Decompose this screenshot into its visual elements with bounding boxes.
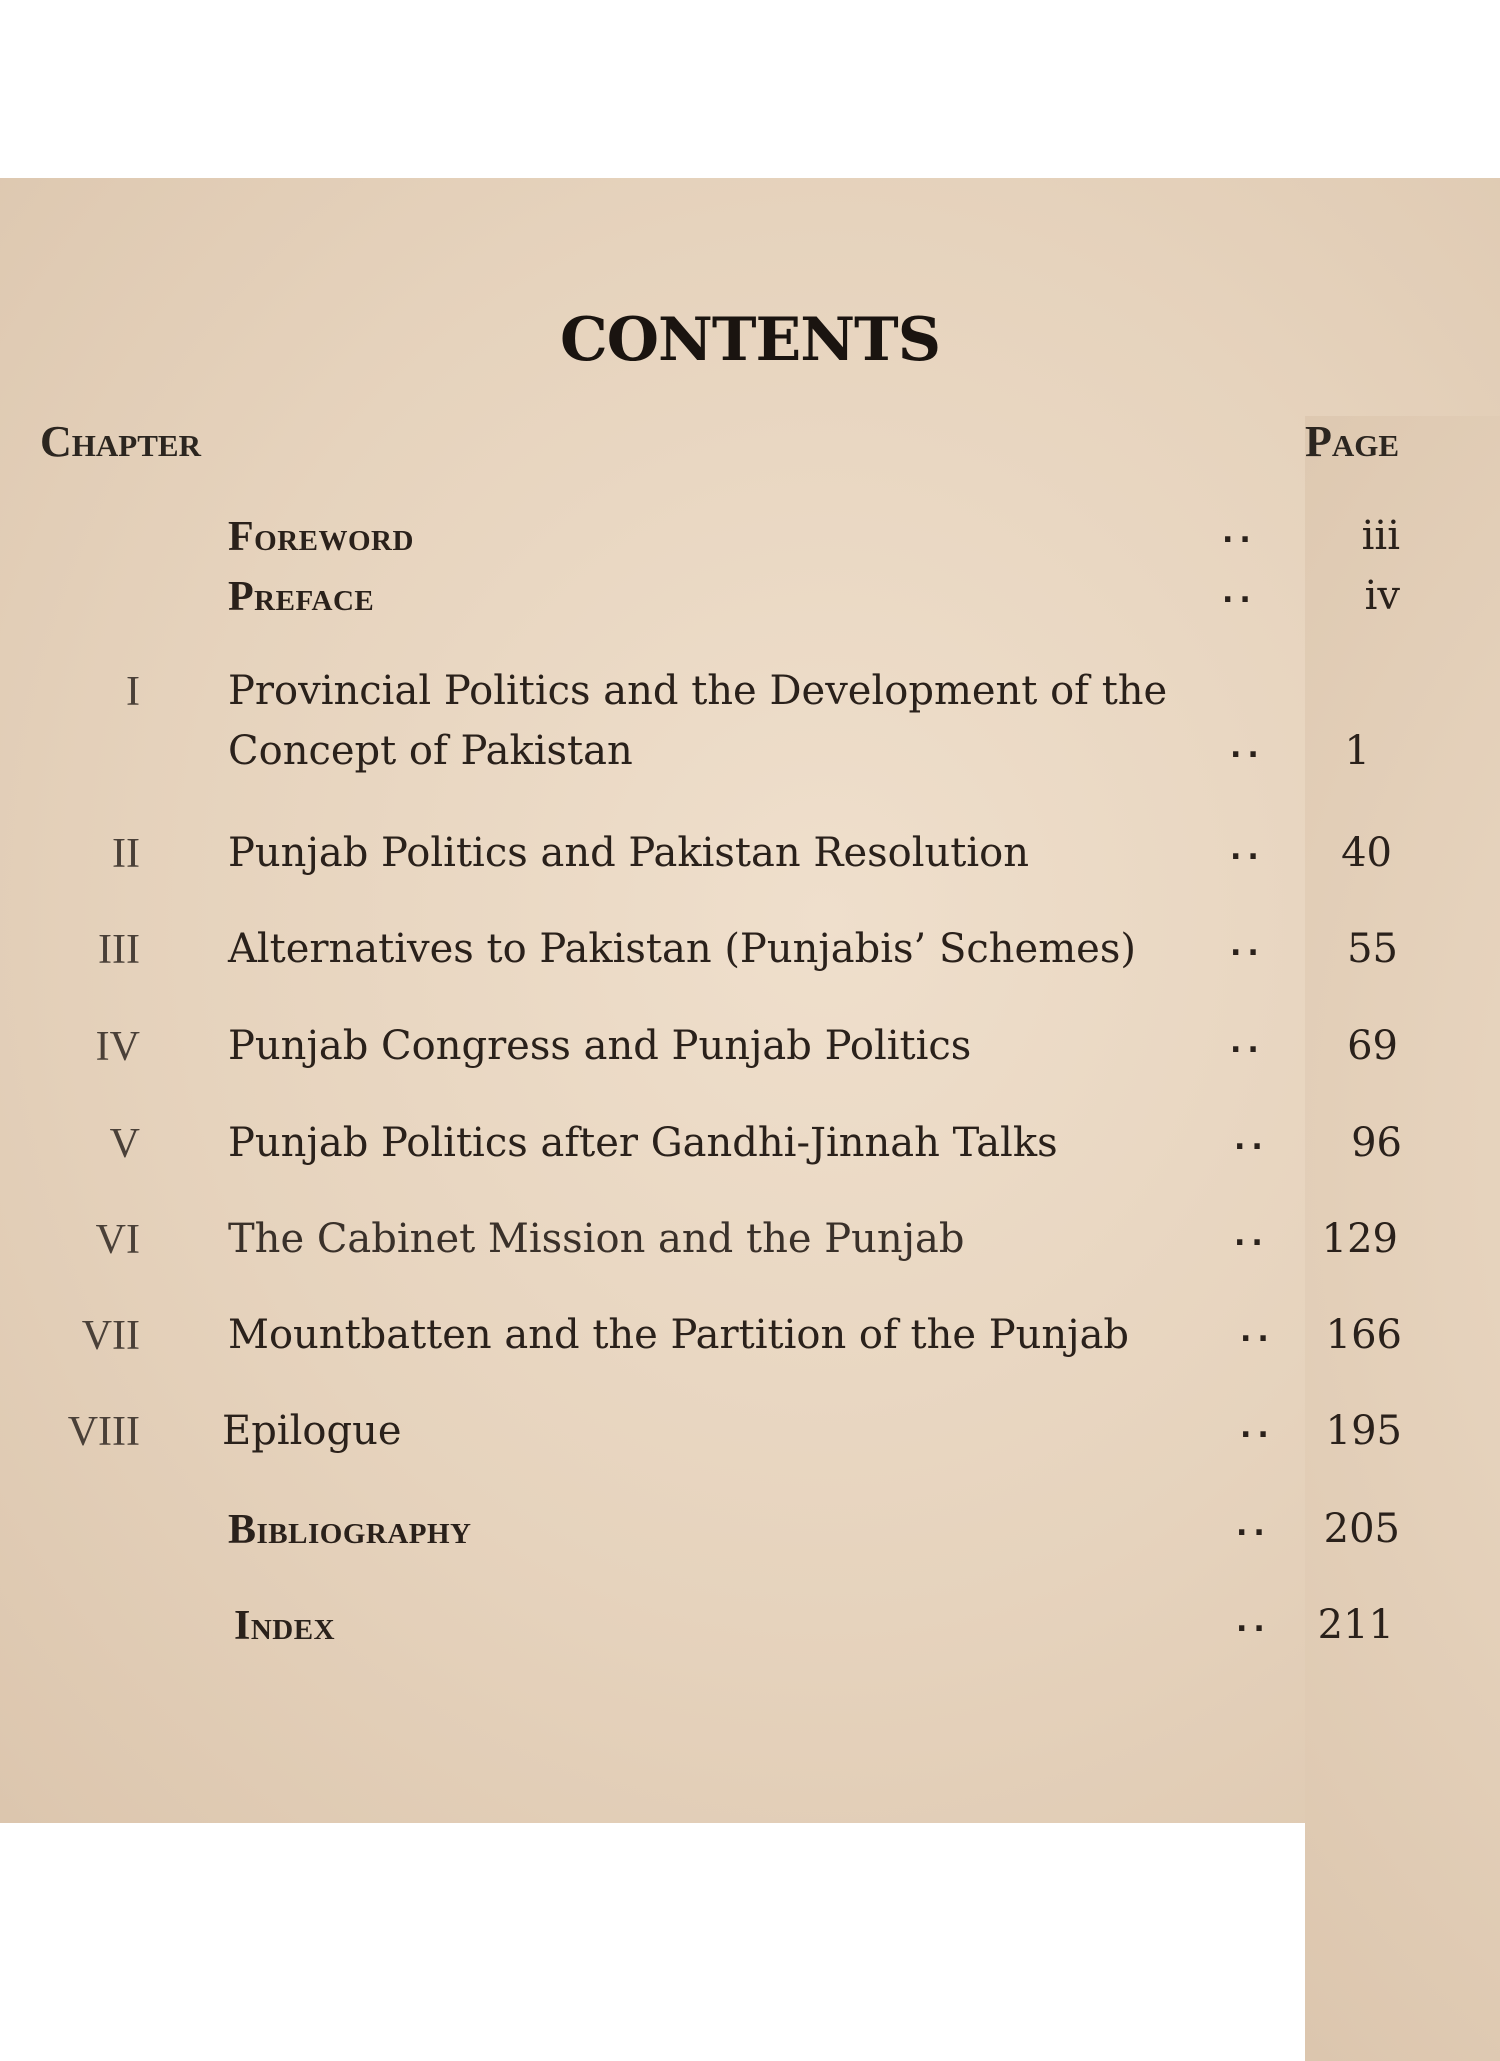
toc-entry-preface	[0, 573, 1500, 633]
chapter-number: V	[109, 1121, 140, 1167]
toc-leader-dots: ..	[1234, 1218, 1269, 1253]
toc-entry-title-line-1: Provincial Politics and the Development of the	[228, 668, 1168, 714]
toc-entry-page: 40	[1341, 830, 1392, 876]
toc-entry-chapter-6	[0, 1216, 1500, 1276]
toc-entry-page: 69	[1347, 1023, 1398, 1069]
toc-entry-chapter-2	[0, 830, 1500, 890]
chapter-number: VIII	[67, 1409, 140, 1455]
toc-entry-title: Index	[234, 1603, 336, 1649]
chapter-number: VI	[95, 1217, 140, 1263]
page-column-header: Page	[1305, 416, 1500, 2061]
toc-entry-page: 166	[1325, 1312, 1402, 1358]
toc-leader-dots: ..	[1236, 1508, 1271, 1543]
toc-entry-page: 211	[1317, 1602, 1394, 1648]
toc-leader-dots: ..	[1230, 832, 1265, 867]
toc-entry-page: 55	[1347, 926, 1398, 972]
toc-leader-dots: ..	[1236, 1604, 1271, 1639]
toc-entry-title: Alternatives to Pakistan (Punjabis’ Schemes)	[228, 926, 1136, 972]
toc-entry-bibliography	[0, 1506, 1500, 1566]
toc-entry-title: Preface	[228, 574, 375, 620]
toc-entry-title: The Cabinet Mission and the Punjab	[228, 1216, 965, 1262]
toc-entry-title: Punjab Politics after Gandhi-Jinnah Talks	[228, 1120, 1058, 1166]
toc-leader-dots: ..	[1234, 1122, 1269, 1157]
toc-entry-index	[0, 1602, 1500, 1662]
toc-entry-page: iii	[1361, 513, 1400, 559]
toc-entry-chapter-1	[0, 668, 1500, 798]
toc-entry-page: 96	[1351, 1120, 1402, 1166]
page-title: CONTENTS	[559, 305, 941, 375]
toc-leader-dots: ..	[1230, 928, 1265, 963]
chapter-number: III	[98, 927, 140, 973]
toc-entry-chapter-4	[0, 1023, 1500, 1083]
toc-entry-chapter-7	[0, 1312, 1500, 1372]
toc-entry-page: 1	[1344, 728, 1370, 774]
toc-entry-page: 129	[1321, 1216, 1398, 1262]
toc-leader-dots: ..	[1222, 515, 1257, 550]
chapter-number: VII	[81, 1313, 140, 1359]
toc-leader-dots: ..	[1240, 1410, 1275, 1445]
toc-leader-dots: ..	[1240, 1314, 1275, 1349]
chapter-column-header: Chapter	[40, 417, 201, 466]
toc-entry-title: Bibliography	[228, 1507, 472, 1553]
toc-entry-title: Punjab Politics and Pakistan Resolution	[228, 830, 1029, 876]
toc-leader-dots: ..	[1230, 730, 1265, 765]
toc-entry-title: Epilogue	[222, 1408, 402, 1454]
toc-entry-title: Punjab Congress and Punjab Politics	[228, 1023, 972, 1069]
toc-entry-chapter-8	[0, 1408, 1500, 1468]
toc-entry-page: 195	[1325, 1408, 1402, 1454]
toc-entry-title: Foreword	[228, 514, 414, 560]
toc-entry-title-line-2: Concept of Pakistan	[228, 728, 633, 774]
book-page	[0, 178, 1500, 1823]
toc-entry-foreword	[0, 513, 1500, 573]
toc-entry-chapter-3	[0, 926, 1500, 986]
toc-entry-page: 205	[1323, 1506, 1400, 1552]
chapter-number: I	[126, 669, 140, 715]
chapter-number: II	[112, 831, 140, 877]
toc-leader-dots: ..	[1222, 575, 1257, 610]
toc-entry-page: iv	[1364, 573, 1400, 619]
toc-entry-title: Mountbatten and the Partition of the Punjab	[228, 1312, 1130, 1358]
toc-leader-dots: ..	[1230, 1025, 1265, 1060]
chapter-number: IV	[95, 1024, 140, 1070]
toc-entry-chapter-5	[0, 1120, 1500, 1180]
